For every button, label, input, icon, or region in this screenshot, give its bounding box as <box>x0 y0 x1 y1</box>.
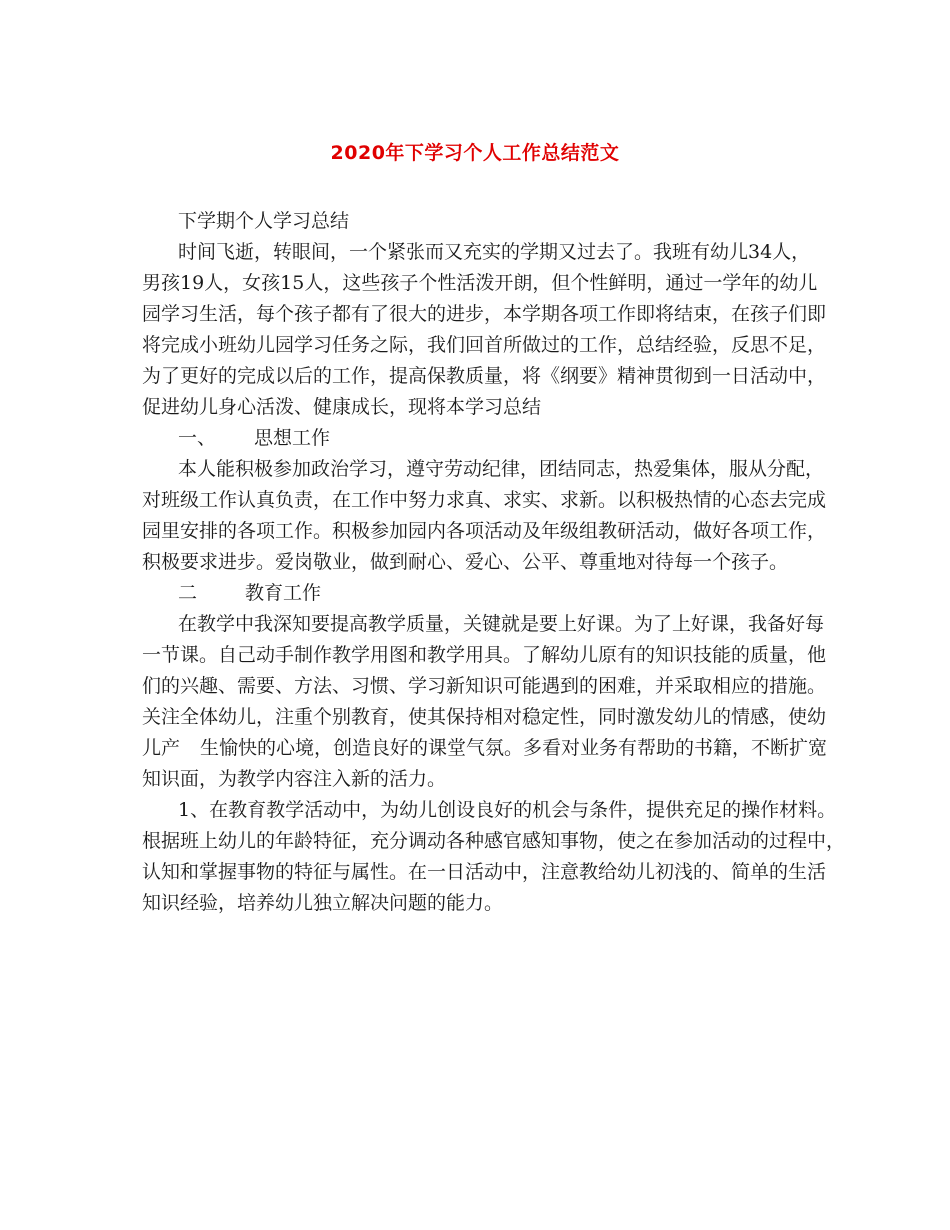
paragraph-line: 一节课。自己动手制作教学用图和教学用具。了解幼儿原有的知识技能的质量，他 <box>142 644 827 666</box>
paragraph-line: 在教学中我深知要提高教学质量，关键就是要上好课。为了上好课，我备好每 <box>178 613 825 635</box>
paragraph-line: 为了更好的完成以后的工作，提高保教质量，将《纲要》精神贯彻到一日活动中， <box>142 365 827 387</box>
section-title: 教育工作 <box>245 582 322 604</box>
paragraph-line: 园学习生活，每个孩子都有了很大的进步，本学期各项工作即将结束，在孩子们即 <box>142 303 827 325</box>
paragraph-line: 男孩19人，女孩15人，这些孩子个性活泼开朗，但个性鲜明，通过一学年的幼儿 <box>142 272 818 294</box>
paragraph-line: 将完成小班幼儿园学习任务之际，我们回首所做过的工作，总结经验，反思不足， <box>142 334 827 356</box>
section-heading-2 <box>142 578 822 609</box>
paragraph-line: 时间飞逝，转眼间，一个紧张而又充实的学期又过去了。我班有幼儿34人， <box>178 241 811 263</box>
section-title: 思想工作 <box>254 427 331 449</box>
section-number: 二 <box>178 582 198 604</box>
document-title: 2020年下学习个人工作总结范文 <box>330 142 620 164</box>
line-fragment: 儿产 <box>142 737 181 759</box>
document-body <box>142 206 846 919</box>
paragraph-line: 知识面，为教学内容注入新的活力。 <box>142 768 447 790</box>
paragraph-line: 对班级工作认真负责，在工作中努力求真、求实、求新。以积极热情的心态去完成 <box>142 489 827 511</box>
paragraph-line: 促进幼儿身心活泼、健康成长，现将本学习总结 <box>142 396 542 418</box>
paragraph-line: 园里安排的各项工作。积极参加园内各项活动及年级组教研活动，做好各项工作， <box>142 520 827 542</box>
line-fragment: 生愉快的心境，创造良好的课堂气氛。多看对业务有帮助的书籍，不断扩宽 <box>200 737 828 759</box>
paragraph-line: 本人能积极参加政治学习，遵守劳动纪律，团结同志，热爱集体，服从分配， <box>178 458 825 480</box>
paragraph-line: 根据班上幼儿的年龄特征，充分调动各种感官感知事物，使之在参加活动的过程中， <box>142 830 846 852</box>
paragraph-line: 积极要求进步。爱岗敬业，做到耐心、爱心、公平、尊重地对待每一个孩子。 <box>142 551 789 573</box>
paragraph-line: 们的兴趣、需要、方法、习惯、学习新知识可能遇到的困难，并采取相应的措施。 <box>142 675 827 697</box>
paragraph-line <box>142 733 828 764</box>
paragraph-line: 下学期个人学习总结 <box>178 210 350 232</box>
section-number: 一、 <box>178 427 217 449</box>
paragraph-line: 关注全体幼儿，注重个别教育，使其保持相对稳定性，同时激发幼儿的情感，使幼 <box>142 706 827 728</box>
section-heading-1 <box>142 423 822 454</box>
paragraph-line: 知识经验，培养幼儿独立解决问题的能力。 <box>142 892 504 914</box>
paragraph-line: 1、在教育教学活动中，为幼儿创设良好的机会与条件，提供充足的操作材料。 <box>178 799 837 821</box>
paragraph-line: 认知和掌握事物的特征与属性。在一日活动中，注意教给幼儿初浅的、简单的生活 <box>142 861 827 883</box>
